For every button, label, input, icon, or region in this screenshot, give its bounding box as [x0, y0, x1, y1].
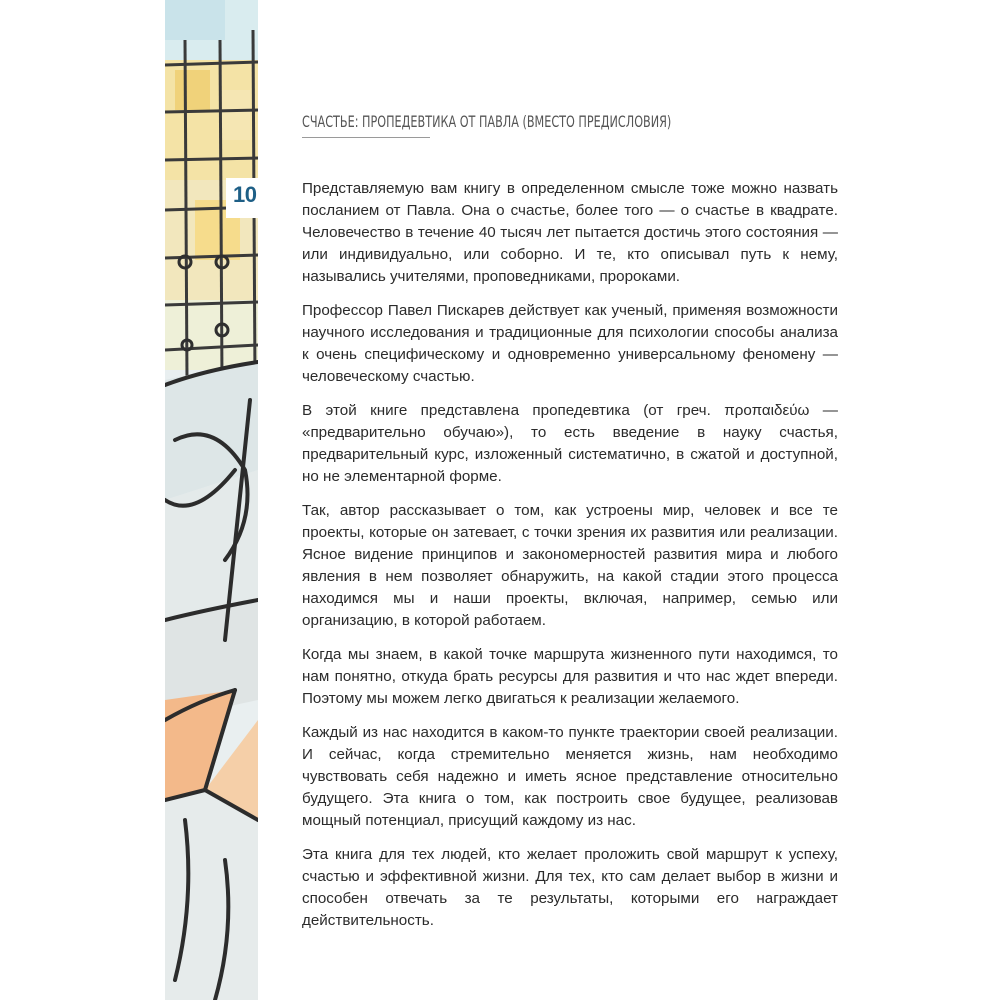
page-number: 10	[233, 182, 257, 207]
header-rule	[302, 137, 430, 138]
paragraph: Когда мы знаем, в какой точке маршрута жизненного пути находимся, то нам понятно, откуда брать ресурсы для развития и что нас ждет впереди. Поэтому мы можем легко двигаться к реализации желаемого.	[302, 646, 838, 707]
paragraph: Эта книга для тех людей, кто желает проложить свой маршрут к успеху, счастью и эффективной жизни. Для тех, кто сам делает выбор в жизни и способен отвечать за те результаты, которыми его награждает действительность.	[302, 846, 838, 929]
paragraph: Каждый из нас находится в каком-то пункте траектории своей реализации. И сейчас, когда стремительно меняется жизнь, нам необходимо чувствовать себя надежно и иметь ясное представление относительно будущего. Эта книга о том, как построить свое будущее, реализовав мощный потенциал, присущий каждому из нас.	[302, 724, 838, 829]
paragraph: Профессор Павел Пискарев действует как ученый, применяя возможности научного исследования и традиционные для психологии способы анализа к очень специфическому и одновременно универсальному феномену — человеческому счастью.	[302, 302, 838, 385]
body-text	[302, 178, 838, 944]
paragraph: Представляемую вам книгу в определенном смысле тоже можно назвать посланием от Павла. Она о счастье, более того — о счастье в квадрате. Человечество в течение 40 тысяч лет пытается достичь этого состояния — или индивидуально, или соборно. И те, кто описывал путь к нему, назывались учителями, проповедниками, пророками.	[302, 180, 838, 285]
decorative-artwork-strip	[165, 0, 258, 1000]
running-header: СЧАСТЬЕ: ПРОПЕДЕВТИКА ОТ ПАВЛА (ВМЕСТО ПРЕДИСЛОВИЯ)	[302, 112, 672, 131]
paragraph: В этой книге представлена пропедевтика (от греч. προπαιδεύω — «предварительно обучаю»), то есть введение в науку счастья, предварительный курс, изложенный систематично, в сжатой и доступной, но не элементарной форме.	[302, 402, 838, 485]
abstract-stained-glass-illustration	[165, 0, 258, 1000]
paragraph: Так, автор рассказывает о том, как устроены мир, человек и все те проекты, которые он затевает, с точки зрения их развития или реализации. Ясное видение принципов и закономерностей развития мира и любого явления в нем позволяет обнаружить, на какой стадии этого процесса находимся мы и наши проекты, включая, например, семью или организацию, в которой работаем.	[302, 502, 838, 629]
